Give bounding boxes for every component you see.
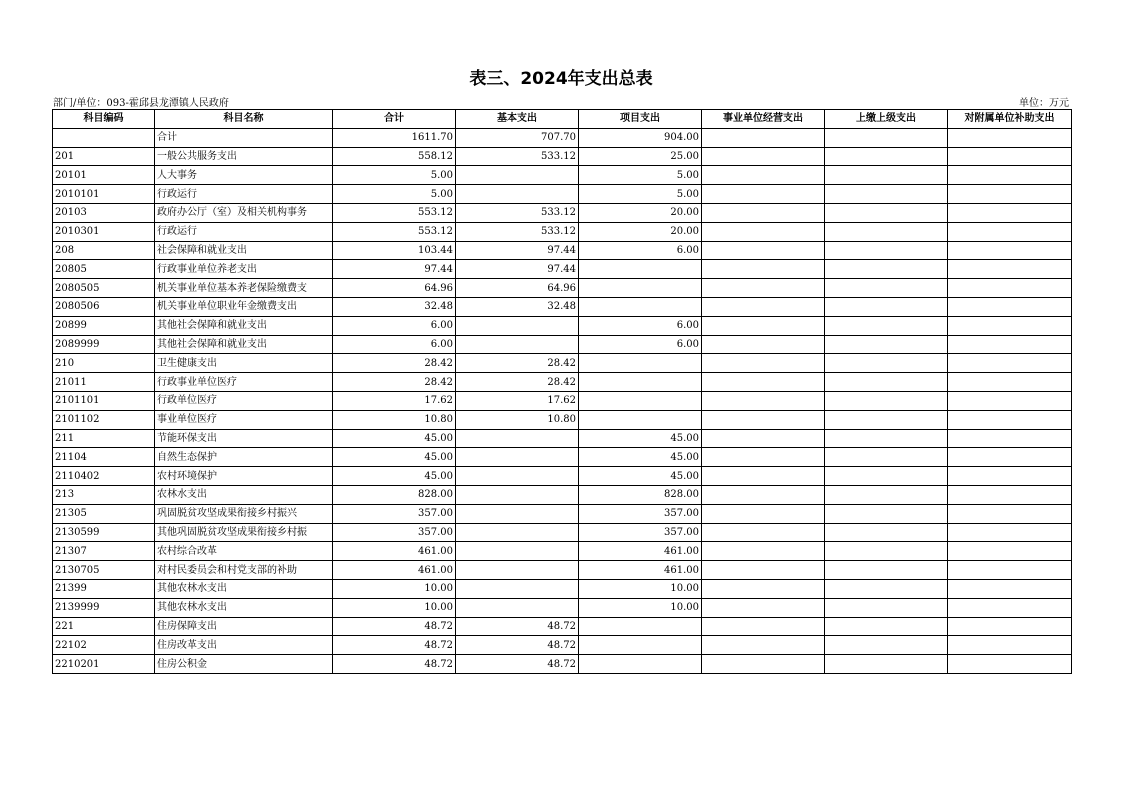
cell-subsidiary-subsidy (948, 579, 1072, 598)
cell-total: 48.72 (333, 636, 456, 655)
cell-subject-name: 农林水支出 (155, 485, 333, 504)
cell-upper-payment (825, 391, 948, 410)
expense-table (52, 109, 1072, 674)
cell-subsidiary-subsidy (948, 128, 1072, 147)
table-row (53, 410, 1072, 429)
cell-project-expense (579, 655, 702, 674)
cell-basic-expense: 707.70 (456, 128, 579, 147)
cell-total: 64.96 (333, 279, 456, 298)
cell-total: 45.00 (333, 429, 456, 448)
cell-upper-payment (825, 373, 948, 392)
cell-upper-payment (825, 429, 948, 448)
cell-subject-name: 卫生健康支出 (155, 354, 333, 373)
cell-subject-name: 行政运行 (155, 185, 333, 204)
cell-basic-expense: 97.44 (456, 241, 579, 260)
cell-subject-code: 20805 (53, 260, 155, 279)
cell-subsidiary-subsidy (948, 203, 1072, 222)
cell-subsidiary-subsidy (948, 241, 1072, 260)
cell-subject-code: 20899 (53, 316, 155, 335)
cell-subject-code: 21305 (53, 504, 155, 523)
cell-subsidiary-subsidy (948, 354, 1072, 373)
cell-subject-name: 节能环保支出 (155, 429, 333, 448)
cell-total: 10.80 (333, 410, 456, 429)
cell-subject-name: 人大事务 (155, 166, 333, 185)
cell-subsidiary-subsidy (948, 636, 1072, 655)
cell-upper-payment (825, 147, 948, 166)
cell-upper-payment (825, 128, 948, 147)
cell-subsidiary-subsidy (948, 410, 1072, 429)
cell-total: 6.00 (333, 316, 456, 335)
cell-project-expense: 5.00 (579, 166, 702, 185)
cell-subsidiary-subsidy (948, 542, 1072, 561)
unit-label: 单位：万元 (1019, 98, 1069, 109)
cell-subsidiary-subsidy (948, 504, 1072, 523)
cell-subject-code: 2130705 (53, 561, 155, 580)
cell-upper-payment (825, 297, 948, 316)
table-row (53, 485, 1072, 504)
cell-subject-code: 21011 (53, 373, 155, 392)
table-row (53, 279, 1072, 298)
cell-total: 553.12 (333, 203, 456, 222)
cell-total: 48.72 (333, 617, 456, 636)
cell-upper-payment (825, 561, 948, 580)
cell-total: 553.12 (333, 222, 456, 241)
header-subsidiary-subsidy: 对附属单位补助支出 (948, 110, 1072, 129)
cell-subsidiary-subsidy (948, 485, 1072, 504)
cell-project-expense: 10.00 (579, 598, 702, 617)
table-row (53, 203, 1072, 222)
cell-subject-name: 其他巩固脱贫攻坚成果衔接乡村振 (155, 523, 333, 542)
cell-business-expense (702, 166, 825, 185)
table-row (53, 260, 1072, 279)
cell-subject-code: 2130599 (53, 523, 155, 542)
cell-total: 6.00 (333, 335, 456, 354)
header-upper-payment: 上缴上级支出 (825, 110, 948, 129)
cell-project-expense: 828.00 (579, 485, 702, 504)
cell-total: 48.72 (333, 655, 456, 674)
cell-basic-expense: 28.42 (456, 354, 579, 373)
cell-total: 828.00 (333, 485, 456, 504)
cell-upper-payment (825, 335, 948, 354)
cell-basic-expense (456, 429, 579, 448)
cell-business-expense (702, 222, 825, 241)
cell-upper-payment (825, 185, 948, 204)
cell-subsidiary-subsidy (948, 185, 1072, 204)
cell-project-expense: 461.00 (579, 561, 702, 580)
table-row (53, 655, 1072, 674)
cell-subsidiary-subsidy (948, 391, 1072, 410)
table-row (53, 523, 1072, 542)
cell-subject-code: 2010301 (53, 222, 155, 241)
cell-business-expense (702, 485, 825, 504)
cell-subject-name: 行政单位医疗 (155, 391, 333, 410)
table-row (53, 504, 1072, 523)
cell-business-expense (702, 297, 825, 316)
cell-subject-code: 2110402 (53, 467, 155, 486)
cell-total: 103.44 (333, 241, 456, 260)
cell-basic-expense: 17.62 (456, 391, 579, 410)
table-row (53, 128, 1072, 147)
cell-total: 97.44 (333, 260, 456, 279)
cell-basic-expense (456, 467, 579, 486)
cell-basic-expense (456, 561, 579, 580)
cell-total: 461.00 (333, 561, 456, 580)
cell-business-expense (702, 429, 825, 448)
cell-business-expense (702, 260, 825, 279)
cell-business-expense (702, 373, 825, 392)
cell-upper-payment (825, 203, 948, 222)
table-row (53, 166, 1072, 185)
table-row (53, 354, 1072, 373)
header-total: 合计 (333, 110, 456, 129)
cell-subsidiary-subsidy (948, 166, 1072, 185)
cell-subject-code: 2080505 (53, 279, 155, 298)
cell-subject-name: 机关事业单位基本养老保险缴费支 (155, 279, 333, 298)
cell-business-expense (702, 316, 825, 335)
cell-upper-payment (825, 222, 948, 241)
cell-business-expense (702, 598, 825, 617)
cell-subsidiary-subsidy (948, 523, 1072, 542)
cell-subject-name: 巩固脱贫攻坚成果衔接乡村振兴 (155, 504, 333, 523)
cell-subsidiary-subsidy (948, 467, 1072, 486)
cell-total: 461.00 (333, 542, 456, 561)
cell-project-expense (579, 260, 702, 279)
cell-subject-name: 行政事业单位医疗 (155, 373, 333, 392)
cell-subject-code: 2080506 (53, 297, 155, 316)
cell-subject-name: 行政事业单位养老支出 (155, 260, 333, 279)
cell-subsidiary-subsidy (948, 373, 1072, 392)
cell-project-expense (579, 617, 702, 636)
cell-subject-code: 20101 (53, 166, 155, 185)
table-row (53, 448, 1072, 467)
cell-basic-expense (456, 598, 579, 617)
table-row (53, 429, 1072, 448)
table-row (53, 241, 1072, 260)
cell-total: 28.42 (333, 373, 456, 392)
table-row (53, 636, 1072, 655)
cell-subject-code: 20103 (53, 203, 155, 222)
cell-project-expense: 10.00 (579, 579, 702, 598)
cell-business-expense (702, 523, 825, 542)
cell-subject-name: 事业单位医疗 (155, 410, 333, 429)
cell-upper-payment (825, 410, 948, 429)
cell-subsidiary-subsidy (948, 561, 1072, 580)
cell-business-expense (702, 185, 825, 204)
cell-basic-expense (456, 185, 579, 204)
cell-business-expense (702, 655, 825, 674)
cell-basic-expense: 533.12 (456, 203, 579, 222)
cell-business-expense (702, 354, 825, 373)
cell-upper-payment (825, 279, 948, 298)
cell-project-expense: 357.00 (579, 523, 702, 542)
cell-project-expense: 45.00 (579, 429, 702, 448)
header-basic-expense: 基本支出 (456, 110, 579, 129)
cell-subject-name: 住房保障支出 (155, 617, 333, 636)
cell-total: 28.42 (333, 354, 456, 373)
cell-upper-payment (825, 354, 948, 373)
cell-total: 5.00 (333, 185, 456, 204)
cell-subject-code: 2089999 (53, 335, 155, 354)
cell-subsidiary-subsidy (948, 448, 1072, 467)
cell-upper-payment (825, 523, 948, 542)
cell-total: 10.00 (333, 598, 456, 617)
table-body (53, 128, 1072, 673)
cell-project-expense: 25.00 (579, 147, 702, 166)
cell-subject-code: 2010101 (53, 185, 155, 204)
cell-project-expense (579, 297, 702, 316)
table-row (53, 467, 1072, 486)
table-row (53, 297, 1072, 316)
cell-total: 45.00 (333, 448, 456, 467)
cell-subject-name: 其他社会保障和就业支出 (155, 335, 333, 354)
header-project-expense: 项目支出 (579, 110, 702, 129)
cell-business-expense (702, 241, 825, 260)
cell-subject-code: 21307 (53, 542, 155, 561)
cell-subject-name: 合计 (155, 128, 333, 147)
cell-project-expense: 6.00 (579, 335, 702, 354)
cell-business-expense (702, 203, 825, 222)
cell-basic-expense: 64.96 (456, 279, 579, 298)
cell-upper-payment (825, 504, 948, 523)
header-subject-code: 科目编码 (53, 110, 155, 129)
cell-project-expense (579, 373, 702, 392)
page-title: 表三、2024年支出总表 (469, 69, 653, 89)
cell-subsidiary-subsidy (948, 297, 1072, 316)
cell-project-expense (579, 279, 702, 298)
cell-subject-name: 农村综合改革 (155, 542, 333, 561)
table-row (53, 335, 1072, 354)
table-row (53, 222, 1072, 241)
table-row (53, 316, 1072, 335)
cell-basic-expense (456, 335, 579, 354)
cell-business-expense (702, 504, 825, 523)
cell-subsidiary-subsidy (948, 598, 1072, 617)
cell-subject-code: 213 (53, 485, 155, 504)
cell-basic-expense: 533.12 (456, 222, 579, 241)
cell-subject-name: 其他农林水支出 (155, 598, 333, 617)
cell-subsidiary-subsidy (948, 316, 1072, 335)
cell-subject-name: 其他农林水支出 (155, 579, 333, 598)
cell-subject-name: 自然生态保护 (155, 448, 333, 467)
cell-basic-expense: 48.72 (456, 617, 579, 636)
cell-project-expense: 20.00 (579, 203, 702, 222)
cell-basic-expense (456, 448, 579, 467)
cell-project-expense: 6.00 (579, 241, 702, 260)
cell-subject-code: 2101102 (53, 410, 155, 429)
cell-business-expense (702, 279, 825, 298)
cell-project-expense: 357.00 (579, 504, 702, 523)
cell-business-expense (702, 147, 825, 166)
table-row (53, 147, 1072, 166)
cell-upper-payment (825, 579, 948, 598)
cell-total: 357.00 (333, 504, 456, 523)
cell-upper-payment (825, 485, 948, 504)
cell-project-expense (579, 354, 702, 373)
cell-upper-payment (825, 316, 948, 335)
cell-business-expense (702, 335, 825, 354)
cell-business-expense (702, 579, 825, 598)
cell-project-expense: 904.00 (579, 128, 702, 147)
table-row (53, 579, 1072, 598)
cell-subject-code (53, 128, 155, 147)
cell-project-expense (579, 391, 702, 410)
cell-basic-expense (456, 504, 579, 523)
cell-basic-expense (456, 523, 579, 542)
cell-total: 357.00 (333, 523, 456, 542)
cell-subject-code: 21399 (53, 579, 155, 598)
cell-subject-code: 2101101 (53, 391, 155, 410)
cell-subject-name: 其他社会保障和就业支出 (155, 316, 333, 335)
cell-business-expense (702, 128, 825, 147)
cell-subject-name: 农村环境保护 (155, 467, 333, 486)
cell-subject-name: 机关事业单位职业年金缴费支出 (155, 297, 333, 316)
cell-subject-code: 21104 (53, 448, 155, 467)
cell-basic-expense: 48.72 (456, 655, 579, 674)
cell-total: 10.00 (333, 579, 456, 598)
cell-basic-expense: 28.42 (456, 373, 579, 392)
cell-subsidiary-subsidy (948, 655, 1072, 674)
cell-total: 5.00 (333, 166, 456, 185)
cell-subject-code: 211 (53, 429, 155, 448)
cell-project-expense: 5.00 (579, 185, 702, 204)
cell-project-expense: 6.00 (579, 316, 702, 335)
cell-subject-code: 22102 (53, 636, 155, 655)
cell-subsidiary-subsidy (948, 429, 1072, 448)
header-business-expense: 事业单位经营支出 (702, 110, 825, 129)
cell-project-expense (579, 636, 702, 655)
cell-upper-payment (825, 542, 948, 561)
cell-upper-payment (825, 260, 948, 279)
cell-business-expense (702, 410, 825, 429)
cell-basic-expense (456, 579, 579, 598)
cell-subsidiary-subsidy (948, 222, 1072, 241)
cell-project-expense (579, 410, 702, 429)
cell-subsidiary-subsidy (948, 279, 1072, 298)
table-row (53, 542, 1072, 561)
cell-project-expense: 45.00 (579, 467, 702, 486)
cell-subject-name: 对村民委员会和村党支部的补助 (155, 561, 333, 580)
cell-total: 1611.70 (333, 128, 456, 147)
cell-project-expense: 20.00 (579, 222, 702, 241)
table-row (53, 561, 1072, 580)
cell-subject-code: 221 (53, 617, 155, 636)
cell-subject-code: 208 (53, 241, 155, 260)
table-row (53, 617, 1072, 636)
cell-total: 32.48 (333, 297, 456, 316)
cell-subject-name: 政府办公厅（室）及相关机构事务 (155, 203, 333, 222)
cell-subsidiary-subsidy (948, 260, 1072, 279)
cell-subject-name: 住房公积金 (155, 655, 333, 674)
cell-business-expense (702, 542, 825, 561)
cell-business-expense (702, 448, 825, 467)
cell-upper-payment (825, 655, 948, 674)
cell-subject-code: 2139999 (53, 598, 155, 617)
cell-upper-payment (825, 636, 948, 655)
cell-subject-name: 行政运行 (155, 222, 333, 241)
cell-business-expense (702, 391, 825, 410)
table-row (53, 391, 1072, 410)
cell-basic-expense (456, 485, 579, 504)
cell-upper-payment (825, 448, 948, 467)
cell-subject-code: 2210201 (53, 655, 155, 674)
cell-business-expense (702, 467, 825, 486)
cell-business-expense (702, 561, 825, 580)
cell-basic-expense: 10.80 (456, 410, 579, 429)
cell-basic-expense: 32.48 (456, 297, 579, 316)
table-header-row (53, 110, 1072, 129)
cell-upper-payment (825, 241, 948, 260)
cell-total: 17.62 (333, 391, 456, 410)
cell-subject-name: 一般公共服务支出 (155, 147, 333, 166)
cell-business-expense (702, 636, 825, 655)
cell-project-expense: 45.00 (579, 448, 702, 467)
table-row (53, 373, 1072, 392)
cell-subject-code: 201 (53, 147, 155, 166)
cell-basic-expense: 533.12 (456, 147, 579, 166)
cell-upper-payment (825, 166, 948, 185)
cell-subsidiary-subsidy (948, 617, 1072, 636)
cell-subject-name: 社会保障和就业支出 (155, 241, 333, 260)
cell-subsidiary-subsidy (948, 147, 1072, 166)
cell-upper-payment (825, 598, 948, 617)
cell-total: 45.00 (333, 467, 456, 486)
header-subject-name: 科目名称 (155, 110, 333, 129)
cell-upper-payment (825, 467, 948, 486)
cell-total: 558.12 (333, 147, 456, 166)
cell-subject-code: 210 (53, 354, 155, 373)
cell-subject-name: 住房改革支出 (155, 636, 333, 655)
table-row (53, 598, 1072, 617)
cell-basic-expense (456, 316, 579, 335)
cell-basic-expense: 48.72 (456, 636, 579, 655)
table-row (53, 185, 1072, 204)
cell-basic-expense: 97.44 (456, 260, 579, 279)
cell-basic-expense (456, 166, 579, 185)
cell-basic-expense (456, 542, 579, 561)
cell-subsidiary-subsidy (948, 335, 1072, 354)
cell-project-expense: 461.00 (579, 542, 702, 561)
cell-business-expense (702, 617, 825, 636)
cell-upper-payment (825, 617, 948, 636)
department-label: 部门/单位：093-霍邱县龙潭镇人民政府 (53, 98, 229, 109)
